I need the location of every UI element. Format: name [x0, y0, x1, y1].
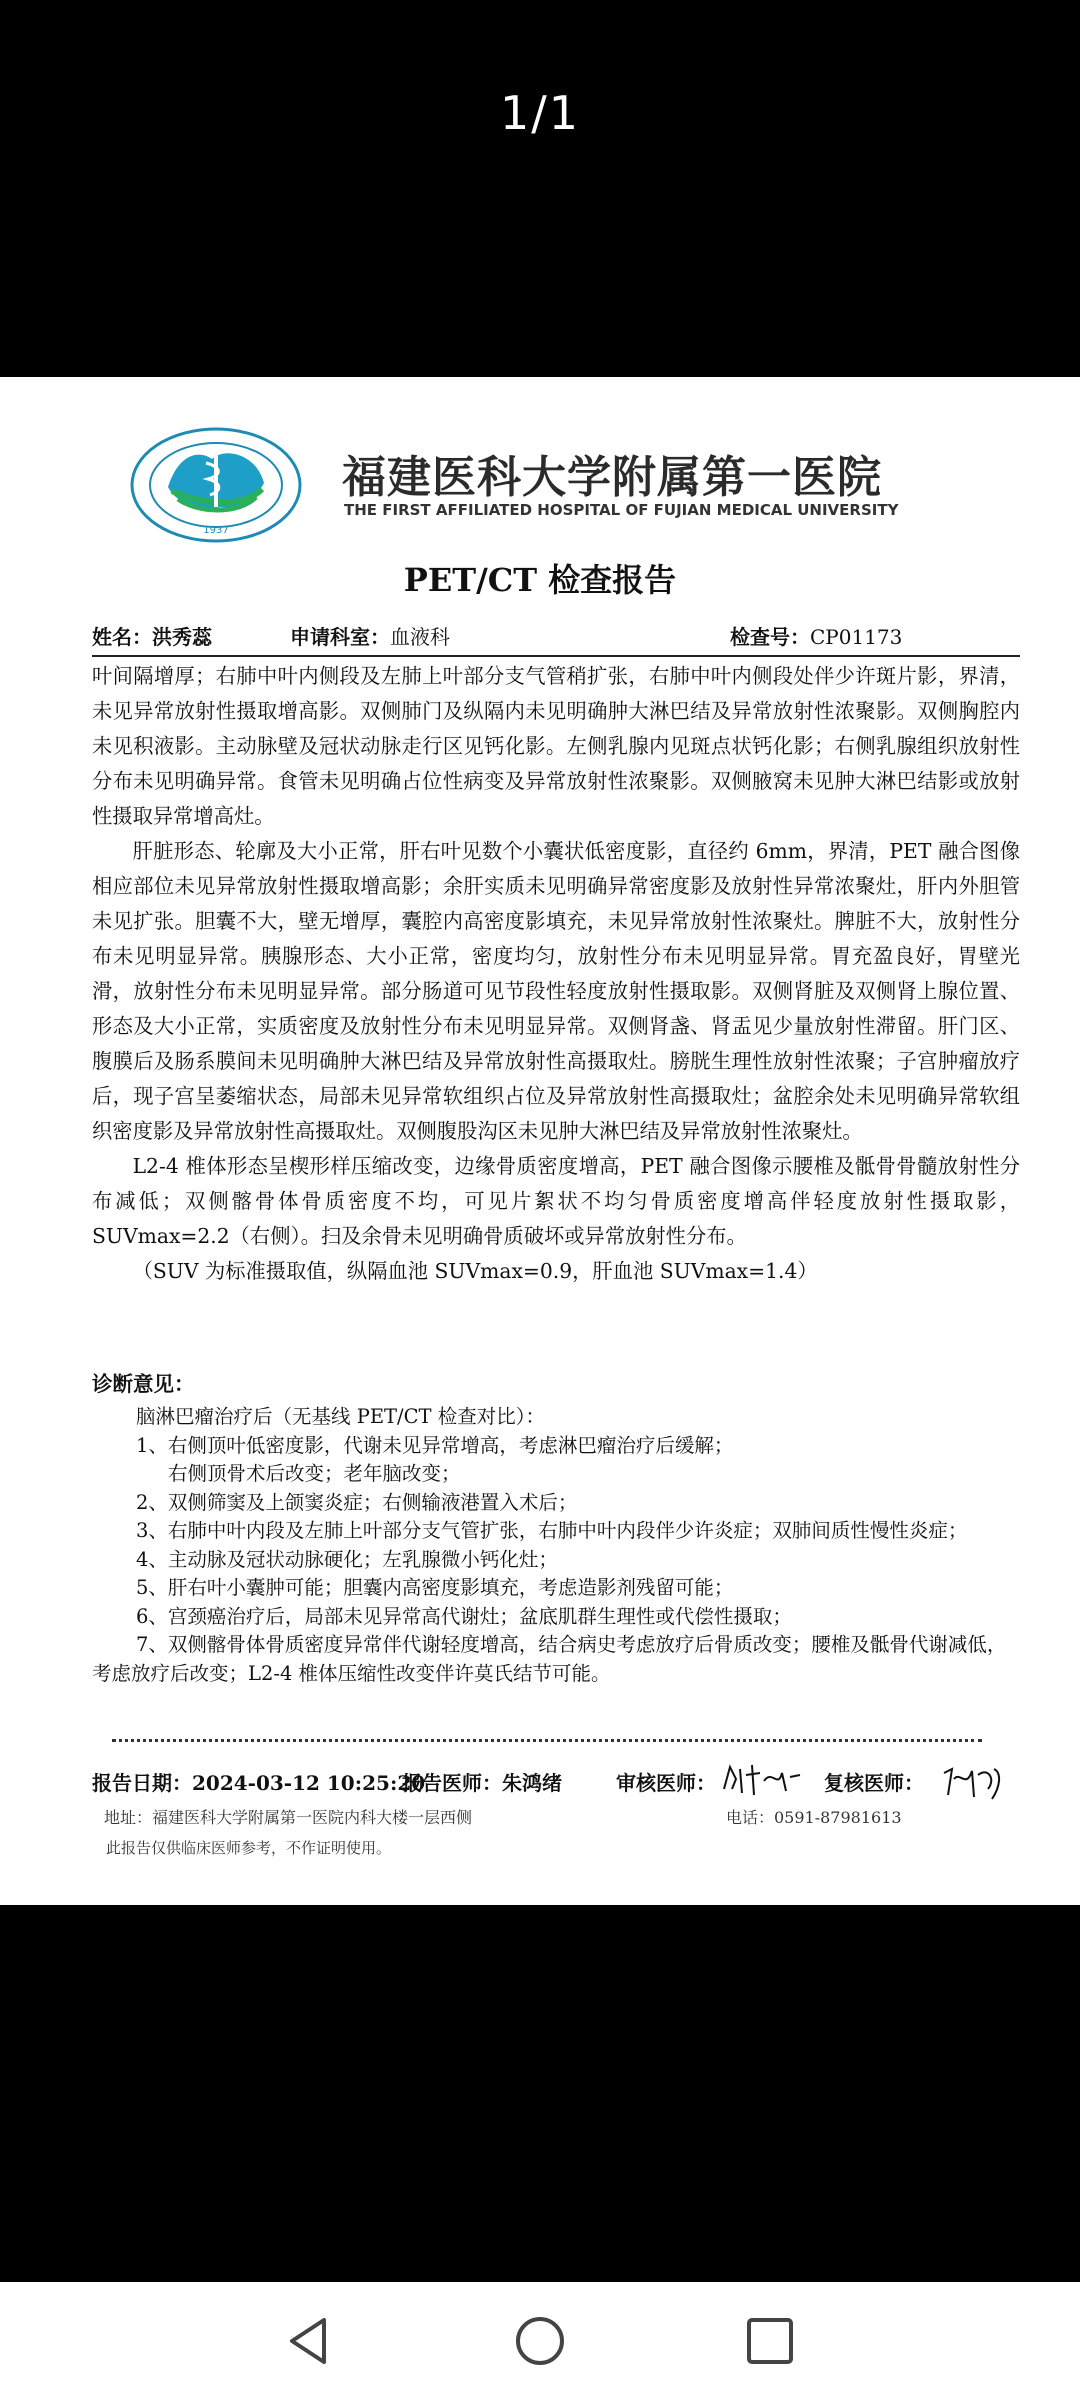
page-counter: 1/1	[499, 86, 581, 140]
diagnosis-title: 诊断意见：	[92, 1372, 195, 1396]
hospital-header	[120, 425, 1000, 536]
patient-info	[92, 619, 1020, 657]
exam-value: CP01173	[810, 625, 903, 649]
diagnosis-item: 右侧顶骨术后改变；老年脑改变；	[168, 1462, 461, 1485]
diagnosis-list	[92, 1403, 1020, 1688]
findings-paragraph: 肝脏形态、轮廓及大小正常，肝右叶见数个小囊状低密度影，直径约 6mm，界清，PET 融合图像相应部位未见异常放射性摄取增高影；余肝实质未见明确异常密度影及放射性异常浓聚灶，肝内外胆管未见扩张。胆囊不大，壁无增厚，囊腔内高密度影填充，未见异常放射性浓聚灶。脾脏不大，放射性分布未见明显异常。胰腺形态、大小正常，密度均匀，放射性分布未见明显异常。胃充盈良好，胃壁光滑，放射性分布未见明显异常。部分肠道可见节段性轻度放射性摄取影。双侧肾脏及双侧肾上腺位置、形态及大小正常，实质密度及放射性分布未见明显异常。双侧肾盏、肾盂见少量放射性滞留。肝门区、腹膜后及肠系膜间未见明确肿大淋巴结及异常放射性高摄取灶。膀胱生理性放射性浓聚；子宫肿瘤放疗后，现子宫呈萎缩状态，局部未见异常软组织占位及异常放射性高摄取灶；盆腔余处未见明确异常软组织密度影及异常放射性高摄取灶。双侧腹股沟区未见肿大淋巴结及异常放射性浓聚灶。	[92, 839, 1020, 1143]
findings-paragraph: 叶间隔增厚；右肺中叶内侧段及左肺上叶部分支气管稍扩张，右肺中叶内侧段处伴少许斑片影，界清，未见异常放射性摄取增高影。双侧肺门及纵隔内未见明确肿大淋巴结及异常放射性浓聚影。双侧胸腔内未见积液影。主动脉壁及冠状动脉走行区见钙化影。左侧乳腺内见斑点状钙化影；右侧乳腺组织放射性分布未见明确异常。食管未见明确占位性病变及异常放射性浓聚影。双侧腋窝未见肿大淋巴结影或放射性摄取异常增高灶。	[92, 664, 1020, 828]
diagnosis-item: 2、双侧筛窦及上颌窦炎症；右侧输液港置入术后；	[136, 1490, 578, 1514]
diagnosis-item: 1、右侧顶叶低密度影，代谢未见异常增高，考虑淋巴瘤治疗后缓解；	[136, 1433, 734, 1457]
report-doctor: 报告医师：朱鸿绪	[402, 1771, 562, 1795]
findings-paragraph: （SUV 为标准摄取值，纵隔血池 SUVmax=0.9，肝血池 SUVmax=1.4）	[132, 1259, 818, 1283]
name-label: 姓名：	[92, 625, 152, 649]
review-signature	[720, 1759, 804, 1803]
home-circle-icon[interactable]	[505, 2306, 575, 2376]
recheck-signature	[938, 1759, 1008, 1803]
findings-text	[92, 659, 1020, 1289]
diagnosis-item: 5、肝右叶小囊肿可能；胆囊内高密度影填充，考虑造影剂残留可能；	[136, 1576, 734, 1599]
diagnosis-item: 6、宫颈癌治疗后，局部未见异常高代谢灶；盆底肌群生理性或代偿性摄取；	[136, 1604, 792, 1628]
hospital-name-en: THE FIRST AFFILIATED HOSPITAL OF FUJIAN MEDICAL UNIVERSITY	[344, 501, 899, 519]
diagnosis-item: 3、右肺中叶内段及左肺上叶部分支气管扩张，右肺中叶内段伴少许炎症；双肺间质性慢性炎症；	[136, 1519, 968, 1542]
hospital-name-cn: 福建医科大学附属第一医院	[342, 452, 882, 503]
report-disclaimer: 此报告仅供临床医师参考，不作证明使用。	[106, 1839, 392, 1857]
system-navigation-bar	[0, 2282, 1080, 2400]
back-triangle-icon[interactable]	[274, 2306, 344, 2376]
report-signoff	[92, 1767, 1020, 1807]
dept-value: 血液科	[390, 625, 450, 649]
diagnosis-intro: 脑淋巴瘤治疗后（无基线 PET/CT 检查对比）：	[136, 1405, 546, 1428]
review-doctor-label: 审核医师：	[616, 1771, 716, 1795]
hospital-phone: 电话：0591-87981613	[726, 1808, 902, 1827]
dept-label: 申请科室：	[290, 625, 390, 649]
dotted-divider	[112, 1739, 982, 1742]
report-title: PET/CT 检查报告	[403, 561, 677, 599]
recents-square-icon[interactable]	[735, 2306, 805, 2376]
findings-paragraph: L2-4 椎体形态呈楔形样压缩改变，边缘骨质密度增高，PET 融合图像示腰椎及骶骨骨髓放射性分布减低；双侧髂骨体骨质密度不均，可见片絮状不均匀骨质密度增高伴轻度放射性摄取影，SUVmax=2.2（右侧）。扫及余骨未见明确骨质破坏或异常放射性分布。	[92, 1154, 1020, 1248]
recheck-doctor-label: 复核医师：	[824, 1771, 924, 1795]
hospital-address: 地址：福建医科大学附属第一医院内科大楼一层西侧	[104, 1808, 473, 1827]
diagnosis-item: 4、主动脉及冠状动脉硬化；左乳腺微小钙化灶；	[136, 1547, 558, 1571]
logo-year: 1937	[203, 525, 229, 536]
diagnosis-item: 7、双侧髂骨体骨质密度异常伴代谢轻度增高，结合病史考虑放疗后骨质改变；腰椎及骶骨代谢减低，考虑放疗后改变；L2-4 椎体压缩性改变伴许莫氏结节可能。	[92, 1633, 1007, 1685]
report-date: 报告日期：2024-03-12 10:25:20	[92, 1771, 426, 1795]
hospital-logo	[128, 425, 304, 545]
exam-label: 检查号：	[730, 625, 810, 649]
report-page	[0, 377, 1080, 1905]
name-value: 洪秀蕊	[152, 625, 212, 649]
